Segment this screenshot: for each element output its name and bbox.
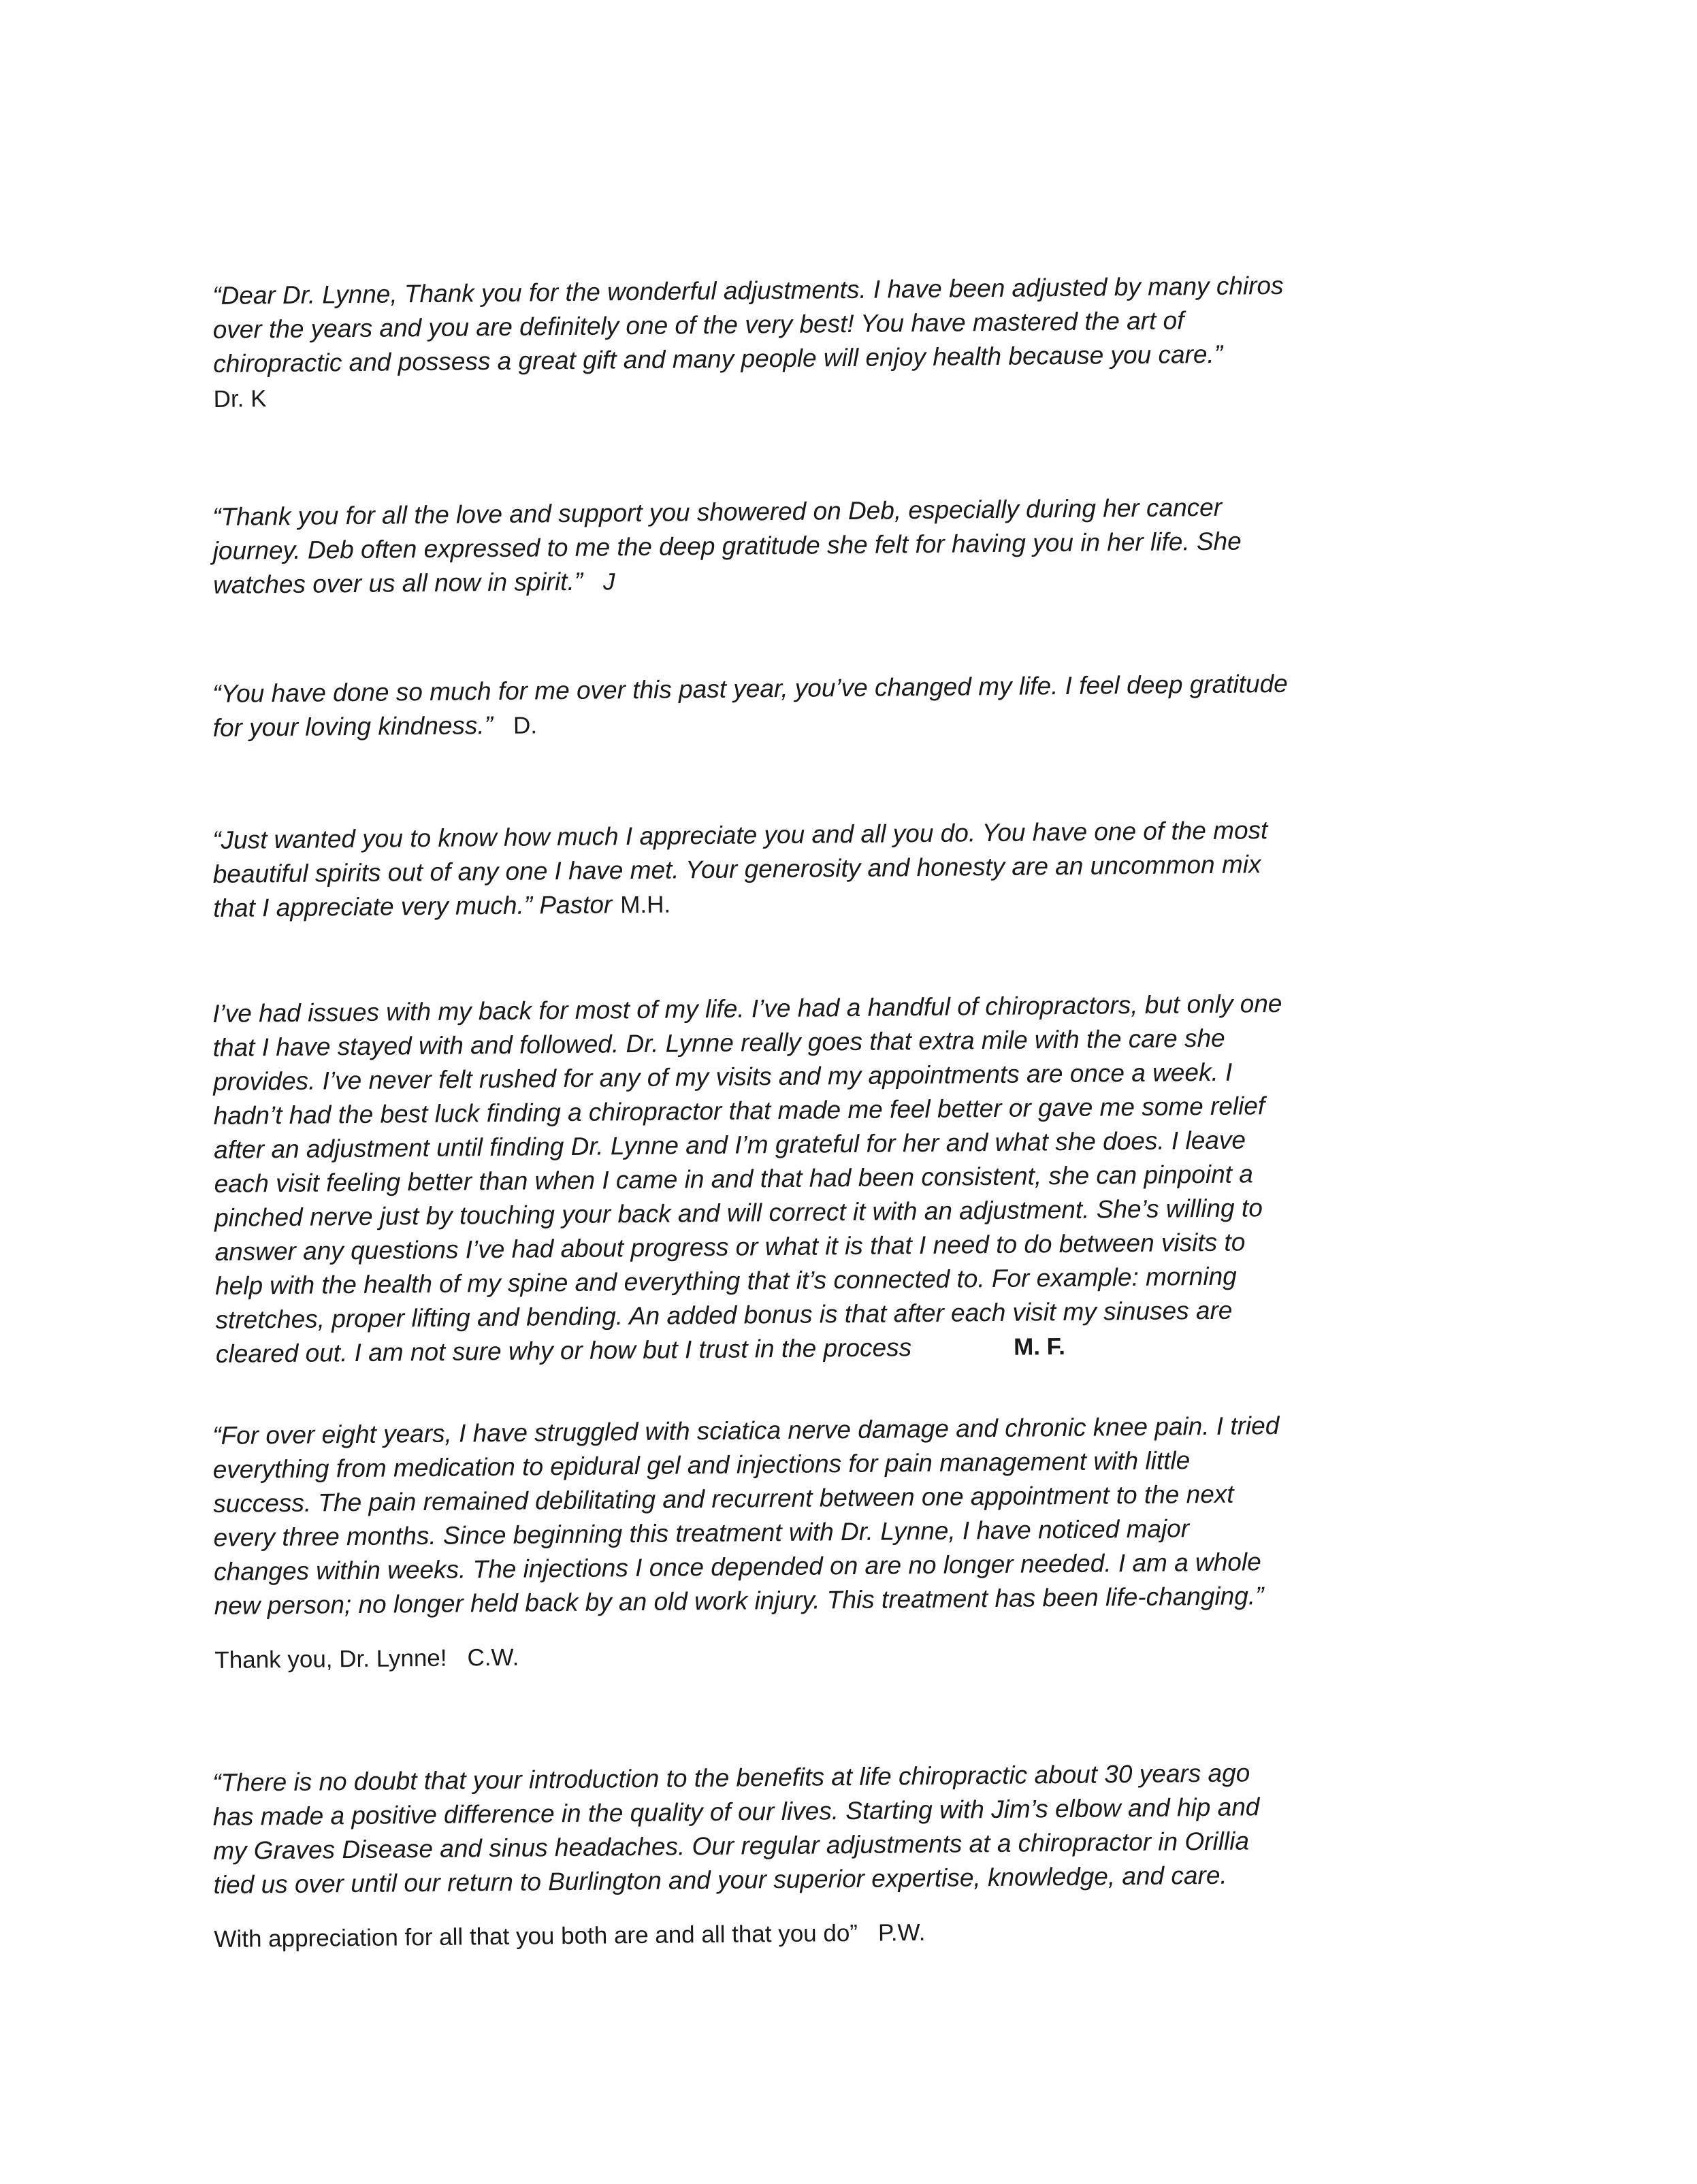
quote-line: has made a positive difference in the quality of our lives. Starting with Jim’s elbow and hip and — [212, 1793, 1260, 1831]
quote-line: “Dear Dr. Lynne, Thank you for the wonderful adjustments. I have been adjusted by many chiros — [212, 271, 1284, 310]
testimonial-quote — [212, 1407, 1494, 1623]
testimonial-signature: M.H. — [620, 891, 671, 919]
testimonial-dr-k — [212, 267, 1493, 417]
quote-line: pinched nerve just by touching your back and will correct it with an adjustment. She’s willing to — [214, 1194, 1263, 1232]
testimonial-signature: P.W. — [877, 1919, 926, 1946]
quote-line: tied us over until our return to Burlington and your superior expertise, knowledge, and care. — [213, 1861, 1227, 1899]
testimonial-signature: J — [602, 568, 615, 596]
quote-line: new person; no longer held back by an old work injury. This treatment has been life-changing.” — [214, 1582, 1264, 1620]
quote-line: each visit feeling better than when I came in and that had been consistent, she can pinpoint a — [214, 1160, 1253, 1198]
testimonial-j — [212, 488, 1493, 603]
testimonial-pw — [212, 1754, 1494, 1957]
testimonial-d — [212, 665, 1493, 746]
quote-line: help with the health of my spine and everything that it’s connected to. For example: morning — [214, 1262, 1237, 1300]
quote-line: “Just wanted you to know how much I appreciate you and all you do. You have one of the most — [212, 816, 1268, 854]
quote-line: hadn’t had the best luck finding a chiropractor that made me feel better or gave me some relief — [213, 1092, 1265, 1130]
quote-line: after an adjustment until finding Dr. Lynne and I’m grateful for her and what she does. I leave — [213, 1126, 1246, 1164]
quote-line: my Graves Disease and sinus headaches. Our regular adjustments at a chiropractor in Orillia — [212, 1827, 1250, 1865]
testimonial-signature: D. — [513, 712, 538, 739]
quote-line: changes within weeks. The injections I once depended on are no longer needed. I am a whole — [213, 1548, 1261, 1586]
testimonial-pastor-mh — [212, 811, 1493, 926]
quote-line: “For over eight years, I have struggled with sciatica nerve damage and chronic knee pain. I tried — [212, 1411, 1280, 1450]
quote-line: “You have done so much for me over this past year, you’ve changed my life. I feel deep gratitude — [212, 669, 1288, 708]
quote-line: success. The pain remained debilitating and recurrent between one appointment to the next — [212, 1480, 1234, 1518]
quote-text: that I appreciate very much.” Pastor — [212, 890, 613, 922]
testimonial-quote — [212, 488, 1493, 603]
quote-line: answer any questions I’ve had about progress or what it is that I need to do between visits to — [214, 1228, 1246, 1266]
testimonial-quote — [212, 811, 1493, 926]
closing-text: Thank you, Dr. Lynne! — [214, 1644, 447, 1674]
quote-line: everything from medication to epidural gel and injections for pain management with little — [212, 1446, 1191, 1484]
quote-line: journey. Deb often expressed to me the deep gratitude she felt for having you in her life. She — [212, 527, 1242, 565]
testimonial-signature: M. F. — [1013, 1333, 1066, 1360]
quote-text: for your loving kindness.” — [212, 711, 494, 742]
quote-line: provides. I’ve never felt rushed for any of my visits and my appointments are once a week. I — [212, 1058, 1233, 1096]
closing-text: With appreciation for all that you both are and all that you do” — [214, 1919, 858, 1953]
testimonial-closing — [214, 1910, 1493, 1957]
quote-text: cleared out. I am not sure why or how but I trust in the process — [215, 1333, 912, 1368]
quote-line: “There is no doubt that your introduction to the benefits at life chiropractic about 30 years ago — [212, 1759, 1250, 1797]
testimonial-cw — [212, 1407, 1495, 1678]
quote-line: I’ve had issues with my back for most of my life. I’ve had a handful of chiropractors, but only one — [212, 989, 1282, 1028]
quote-line: every three months. Since beginning this treatment with Dr. Lynne, I have noticed major — [213, 1514, 1190, 1552]
testimonial-quote — [212, 1754, 1493, 1902]
testimonial-mf — [212, 985, 1496, 1372]
testimonial-quote — [212, 665, 1493, 746]
quote-line: over the years and you are definitely one of the very best! You have mastered the art of — [212, 306, 1184, 344]
testimonial-quote — [212, 267, 1493, 381]
testimonial-closing — [214, 1631, 1494, 1678]
quote-line: beautiful spirits out of any one I have met. Your generosity and honesty are an uncommon mix — [212, 850, 1261, 888]
quote-line: stretches, proper lifting and bending. An added bonus is that after each visit my sinuses are — [215, 1296, 1233, 1334]
quote-line: that I have stayed with and followed. Dr. Lynne really goes that extra mile with the care she — [212, 1024, 1225, 1062]
quote-line: “Thank you for all the love and support you showered on Deb, especially during her cancer — [212, 493, 1223, 531]
quote-line: chiropractic and possess a great gift and many people will enjoy health because you care.” — [212, 340, 1223, 378]
quote-text: watches over us all now in spirit.” — [212, 567, 583, 599]
testimonial-signature: C.W. — [467, 1644, 519, 1672]
testimonial-signature: Dr. K — [213, 385, 267, 412]
testimonial-quote — [212, 985, 1496, 1372]
